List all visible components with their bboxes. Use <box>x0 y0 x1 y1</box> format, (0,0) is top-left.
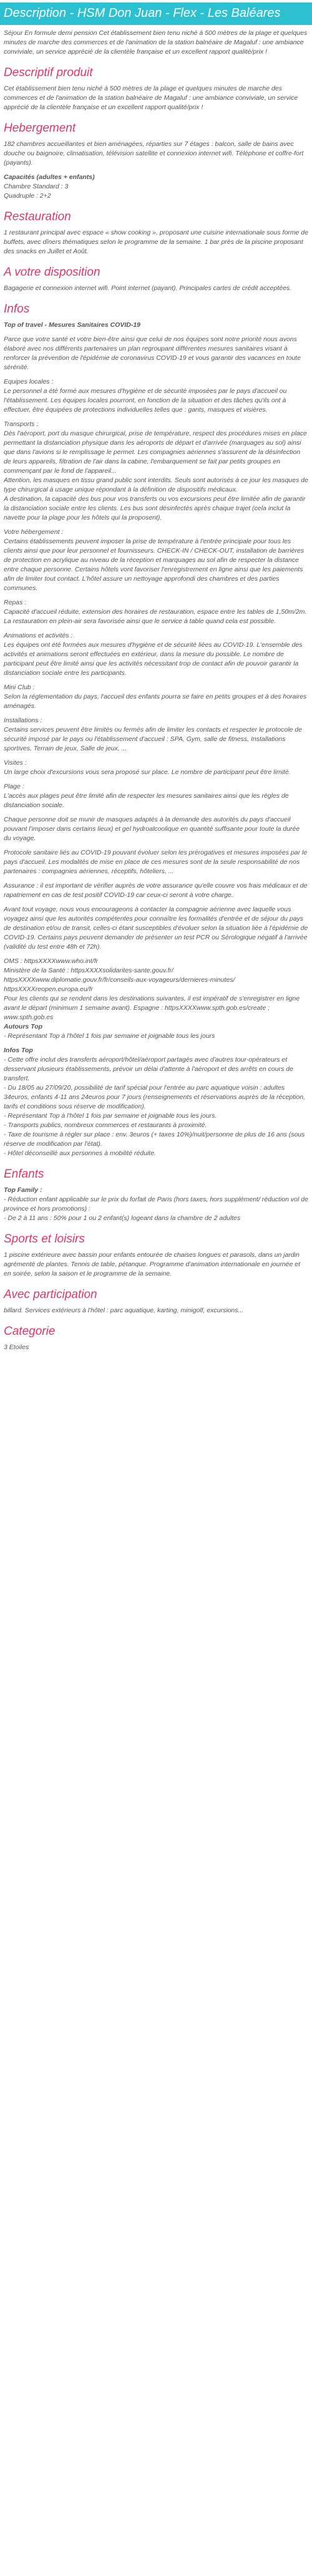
capacity-label: Capacités (adultes + enfants) <box>4 173 95 181</box>
descriptif-heading: Descriptif produit <box>4 66 93 79</box>
infos-p2: Equipes locales : Le personnel a été formé aux mesures d'hygiène et de sécurité imposées par le pays d'accueil ou l'établissement. Les équipes locales pourront, en fonction de la situation et des tâches qu'ils ont à effectuer, être équipées de protections individuelles telles que : gants, masques et visières. <box>4 378 287 414</box>
enfants-heading: Enfants <box>4 1168 44 1181</box>
infos-subheading: Top of travel - Mesures Sanitaires COVID-19 <box>4 321 141 329</box>
sports-text: 1 piscine extérieure avec bassin pour enfants entourée de chaises longues et parasols, dans un jardin agrémenté de plantes. Tennis de table, pétanque. Programme d'animation internationale en journée et en soirée, selon la saison et le programme de la semaine. <box>4 1251 301 1277</box>
infos-p15: OMS : httpsXXXXwww.who.int/fr Ministère de la Santé : httpsXXXXsolidarites-sante.gouv.fr/ httpsXXXXwww.diplomatie.gouv.fr/fr/conseils-aux-voyageurs/dernieres-minutes/ httpsXXXXreopen.europa.eu/fr Pour les clients qui se rendent dans les destinations suivantes, il est impératif de s'enregistrer en ligne avant le départ (minimum 1 semaine avant). Espagne : httpsXXXXwww.spth.gob.es/create ; www.spth.gob.es <box>4 957 300 1021</box>
disposition-heading: A votre disposition <box>4 266 100 279</box>
infos-heading: Infos <box>4 303 30 316</box>
infos-p11: Chaque personne doit se munir de masques adaptés à la demande des autorités du pays d'accueil pouvant l'imposer dans certains lieux) et gel hydroalcoolique en quantité suffisante pour toute la durée du voyage. <box>4 816 300 842</box>
hebergement-text: 182 chambres accueillantes et bien aménagées, réparties sur 7 étages : balcon, salle de bains avec douche ou baignoire, climatisation, télévision satellite et connexion internet wifi. Téléphone et coffre-fort (payants). <box>4 140 304 167</box>
sports-heading: Sports et loisirs <box>4 1232 85 1246</box>
autours-text: - Représentant Top à l'hôtel 1 fois par semaine et joignable tous les jours <box>4 1032 215 1040</box>
infos-p8: Installations : Certains services peuvent être limités ou fermés afin de limiter les contacts et respecter le protocole de sécurité imposé par le pays ou l'établissement d'accueil : SPA, Gym, salle de fitness, Installations sportives, Terrain de jeux, Salle de jeux, ... <box>4 717 302 752</box>
page-title: Description - HSM Don Juan - Flex - Les Baléares <box>0 2 312 25</box>
infos-p3: Transports : Dès l'aéroport, port du masque chirurgical, prise de température, respect des procédures mises en place permettant la distanciation physique dans les aéroports de départ et d'arrivée (marquages au sol) ainsi que dans l'avions si le remplissage le permet. Les compagnies aériennes s'assurent de la désinfection de leurs appareils, filtration de l'air dans la cabine, l'embarquement se fait par petits groupes en commençant par le fond de l'appareil... Attention, les masques en tissu grand public sont interdits. Seuls sont autorisés à ce jour les masques de type chirurgical à usage unique répondant à la définition de dispositifs médicaux. A destination, la capacité des bus pour vos transferts ou vos excursions peut être limitée afin de garantir la distanciation sociale entre les clients. Les bus sont désinfectés après chaque trajet (cela inclut la navette pour la plage pour les hôtels qui la proposent). <box>4 420 308 521</box>
infos-p12: Protocole sanitaire liés au COVID-19 pouvant évoluer selon les prérogatives et mesures imposées par le pays d'accueil. Les modalités de mise en place de ces mesures sont de la seule responsabilité de nos partenaires : compagnies aériennes, réceptifs, hôteliers, ... <box>4 849 308 875</box>
infos-p10: Plage : L'accès aux plages peut être limité afin de respecter les mesures sanitaires ainsi que les règles de distanciation sociale. <box>4 783 289 809</box>
capacity-standard: Chambre Standard : 3 <box>4 183 69 190</box>
categorie-heading: Categorie <box>4 1325 56 1338</box>
categorie-text: 3 Etoiles <box>4 1344 29 1351</box>
product-description-page <box>0 2 312 1352</box>
infos-p4: Votre hébergement : Certains établissements peuvent imposer la prise de température à l'entrée principale pour tous les clients ainsi que pour leur personnel et fournisseurs. CHECK-IN / CHECK-OUT, installation de barrières de protection en acrylique au niveau de la réception et marquages au sol afin de respecter la distance entre chaque personne. Certains hôtels vont favoriser l'enregistrement en ligne ainsi que les paiements afin de limiter tout contact. L'hôtel assure un nettoyage approfondi des chambres et des parties communes. <box>4 528 305 592</box>
infos-p1: Parce que votre santé et votre bien-être ainsi que celui de nos équipes sont notre priorité nous avons élaboré avec nos différents partenaires un plan regroupant différentes mesures sanitaires visant à renforcer la prévention de l'épidémie de coronavirus COVID-19 et vous garantir des vacances en toute sérénité. <box>4 336 301 371</box>
hebergement-heading: Hebergement <box>4 122 76 135</box>
infos-top-label: Infos Top <box>4 1047 33 1054</box>
infos-p13: Assurance : il est important de vérifier auprès de votre assurance qu'elle couvre vos frais médicaux et de rapatriement en cas de test positif COVID-19 car ceux-ci seront à votre charge. <box>4 882 308 899</box>
capacity-quadruple: Quadruple : 2+2 <box>4 192 51 200</box>
infos-p14: Avant tout voyage, nous vous encourageons à contacter la compagnie aérienne avec laquelle vous voyagez ainsi que les autorités compétentes pour connaître les formalités d'entrée et de séjour du pays de destination et/ou de transit, celles-ci étant susceptibles d'évoluer selon la situation liée à l'épidémie de COVID-19. Certains pays peuvent demander de présenter un test PCR ou Sérologique négatif à l'arrivée (validité du test entre 48h et 72h). <box>4 906 308 951</box>
restauration-text: 1 restaurant principal avec espace « show cooking », proposant une cuisine internationale sous forme de buffets, avec dîners thématiques selon le programme de la semaine. 1 bar près de la piscine proposant des snacks en Juillet et Août. <box>4 229 308 255</box>
enfants-text: - Réduction enfant applicable sur le prix du forfait de Paris (hors taxes, hors supplément/ réduction vol de province et hors promotions) : - De 2 à 11 ans : 50% pour 1 ou 2 enfant(s) logeant dans la chambre de 2 adultes <box>4 1196 308 1222</box>
participation-text: billard. Services extérieurs à l'hôtel : parc aquatique, karting, minigolf, excursions... <box>4 1307 244 1314</box>
participation-heading: Avec participation <box>4 1288 97 1301</box>
top-family-label: Top Family : <box>4 1186 42 1194</box>
disposition-text: Bagagerie et connexion internet wifi. Point internet (payant). Principales cartes de crédit acceptées. <box>4 284 292 292</box>
restauration-heading: Restauration <box>4 210 71 223</box>
infos-p7: Mini Club : Selon la réglementation du pays, l'accueil des enfants pourra se faire en petits groupes et à des horaires aménagés. <box>4 684 307 710</box>
infos-p5: Repas : Capacité d'accueil réduite, extension des horaires de restauration, espace entre les tables de 1,50m/2m. La restauration en plein-air sera favorisée ainsi que le service à table quand cela est possible. <box>4 599 307 625</box>
infos-p9: Visites : Un large choix d'excursions vous sera proposé sur place. Le nombre de participant peut être limité. <box>4 759 291 776</box>
intro-text: Séjour En formule demi pension Cet établissement bien tenu niché à 500 mètres de la plage et quelques minutes de marche des commerces et de l'animation de la station balnéaire de Magaluf : une ambiance conviviale, un service apprécié de la clientèle française et un excellent rapport qualité/prix ! <box>4 29 308 56</box>
infos-p6: Animations et activités : Les équipes ont été formées aux mesures d'hygiène et de sécurité liées au COVID-19. L'ensemble des activités et animations seront effectuées en extérieur, dans la mesure du possible. Le nombre de participant peut être limité ainsi que les activités nécessitant trop de contact afin de pouvoir garantir la distanciation sociale entre les participants. <box>4 632 303 677</box>
autours-label: Autours Top <box>4 1023 43 1030</box>
descriptif-text: Cet établissement bien tenu niché à 500 mètres de la plage et quelques minutes de marche des commerces et de l'animation de la station balnéaire de Magaluf : une ambiance conviviale, un service apprécié de la clientèle française et un excellent rapport qualité/prix ! <box>4 85 298 111</box>
infos-top-text: - Cette offre inclut des transferts aéroport/hôtel/aéroport partagés avec d'autres tour-opérateurs et desservant plusieurs établissements, prévoir un délai d'attente à l'aéroport et des arrêts en cours de transfert. - Du 18/05 au 27/09/20, possibilité de tarif spécial pour l'entrée au parc aquatique voisin : adultes 34euros, enfants 4-11 ans 24euros pour 7 jours (renseignements et réservations auprès de la réception, tarifs et conditions sous réserve de modification). - Représentant Top à l'hôtel 1 fois par semaine et joignable tous les jours. - Transports publics, nombreux commerces et restaurants à proximité. - Taxe de tourisme à régler sur place : env. 3euros (+ taxes 10%)/nuit/personne de plus de 16 ans (sous réserve de modification par l'état). - Hôtel déconseillé aux personnes à mobilité réduite. <box>4 1056 306 1157</box>
